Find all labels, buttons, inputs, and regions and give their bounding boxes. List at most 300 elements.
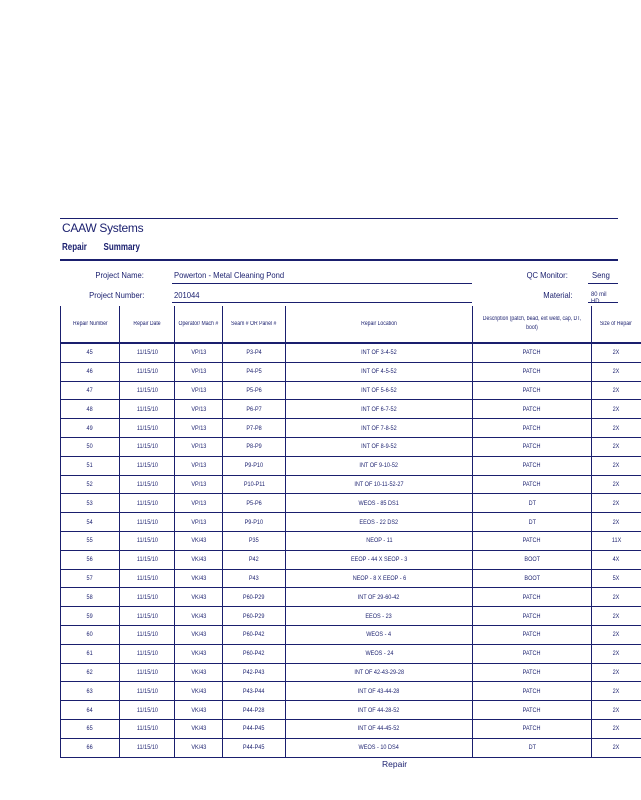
cell-value: 11/15/10: [136, 405, 158, 413]
table-cell: [175, 419, 223, 438]
table-cell: [175, 625, 223, 644]
table-cell: [61, 456, 120, 475]
table-cell: [223, 682, 286, 701]
cell-value: WEOS - 10 DS4: [358, 744, 400, 752]
cell-value: P5-P6: [246, 386, 262, 394]
cell-value: 66: [86, 744, 94, 752]
cell-value: WEOS - 4: [366, 631, 392, 639]
column-header-label: Repair Date: [133, 320, 161, 327]
table-row: [61, 588, 641, 607]
cell-value: INT OF 9-10-52: [359, 462, 399, 470]
cell-value: 2X: [612, 612, 620, 620]
cell-value: 2X: [612, 631, 620, 639]
table-cell: [592, 400, 641, 419]
cell-value: PATCH: [523, 424, 541, 432]
cell-value: INT OF 43-44-28: [358, 687, 400, 695]
cell-value: VK/43: [190, 631, 207, 639]
table-cell: [120, 381, 175, 400]
cell-value: 56: [86, 556, 94, 564]
cell-value: PATCH: [523, 368, 541, 376]
table-cell: [286, 625, 473, 644]
table-cell: [286, 437, 473, 456]
column-header-label: Description (patch, bead, ext weld, cap, DT, boot): [482, 316, 582, 331]
table-row: [61, 550, 641, 569]
cell-value: 49: [86, 424, 94, 432]
table-cell: [473, 437, 592, 456]
cell-value: 2X: [612, 462, 620, 470]
table-row: [61, 381, 641, 400]
table-cell: [473, 475, 592, 494]
cell-value: 50: [86, 443, 94, 451]
table-cell: [223, 456, 286, 475]
table-cell: [286, 738, 473, 757]
table-cell: [120, 625, 175, 644]
table-cell: [286, 719, 473, 738]
cell-value: INT OF 42-43-29-28: [354, 668, 404, 676]
column-header: [592, 306, 641, 343]
cell-value: P42-P43: [243, 668, 265, 676]
table-cell: [286, 682, 473, 701]
cell-value: 46: [86, 368, 94, 376]
cell-value: VK/43: [190, 668, 207, 676]
table-cell: [120, 663, 175, 682]
cell-value: P60-P42: [243, 631, 265, 639]
table-cell: [175, 437, 223, 456]
cell-value: P9-P10: [244, 462, 264, 470]
cell-value: 48: [86, 405, 94, 413]
table-cell: [120, 531, 175, 550]
table-cell: [223, 419, 286, 438]
table-cell: [223, 381, 286, 400]
cell-value: VK/43: [190, 725, 207, 733]
project-name-underline: [172, 283, 472, 284]
qc-monitor-value: Seng: [592, 270, 610, 280]
table-cell: [286, 381, 473, 400]
cell-value: 2X: [612, 349, 620, 357]
table-row: [61, 682, 641, 701]
cell-value: BOOT: [524, 556, 540, 564]
cell-value: INT OF 29-60-42: [358, 593, 400, 601]
table-row: [61, 494, 641, 513]
table-cell: [286, 494, 473, 513]
cell-value: PATCH: [523, 405, 541, 413]
table-cell: [473, 701, 592, 720]
table-cell: [592, 625, 641, 644]
material-underline: [588, 302, 618, 303]
table-cell: [473, 550, 592, 569]
table-cell: [175, 531, 223, 550]
cell-value: DT: [528, 518, 536, 526]
cell-value: P5-P6: [246, 499, 262, 507]
project-number-label: Project Number:: [88, 290, 144, 300]
cell-value: 11/15/10: [136, 650, 158, 658]
page-title: Repair Summary: [62, 242, 140, 253]
table-cell: [223, 738, 286, 757]
cell-value: P44-P28: [243, 706, 265, 714]
table-cell: [286, 531, 473, 550]
table-cell: [61, 343, 120, 362]
table-cell: [473, 607, 592, 626]
column-header: [120, 306, 175, 343]
cell-value: 11/15/10: [136, 424, 158, 432]
table-cell: [286, 663, 473, 682]
table-cell: [61, 494, 120, 513]
cell-value: INT OF 10-11-52-27: [354, 480, 404, 488]
table-row: [61, 531, 641, 550]
cell-value: INT OF 44-28-52: [358, 706, 400, 714]
table-cell: [286, 701, 473, 720]
project-number-underline: [172, 302, 472, 303]
table-cell: [61, 437, 120, 456]
cell-value: 55: [86, 537, 94, 545]
table-cell: [120, 475, 175, 494]
header-top-rule: [60, 218, 618, 219]
column-header-label: Operator/ Mach #: [178, 320, 219, 327]
table-cell: [223, 362, 286, 381]
table-cell: [473, 719, 592, 738]
cell-value: VK/43: [190, 744, 207, 752]
cell-value: VP/13: [190, 480, 207, 488]
table-cell: [223, 719, 286, 738]
table-cell: [223, 343, 286, 362]
table-cell: [223, 437, 286, 456]
table-cell: [61, 719, 120, 738]
cell-value: INT OF 44-45-52: [358, 725, 400, 733]
cell-value: DT: [528, 744, 536, 752]
table-cell: [286, 644, 473, 663]
table-cell: [223, 513, 286, 532]
table-cell: [175, 494, 223, 513]
table-cell: [592, 682, 641, 701]
table-cell: [592, 644, 641, 663]
table-row: [61, 663, 641, 682]
cell-value: P60-P29: [243, 593, 265, 601]
table-cell: [120, 682, 175, 701]
cell-value: VK/43: [190, 687, 207, 695]
table-row: [61, 719, 641, 738]
table-row: [61, 513, 641, 532]
cell-value: 11/15/10: [136, 368, 158, 376]
table-row: [61, 400, 641, 419]
table-cell: [223, 588, 286, 607]
column-header-label: Size of Repair: [600, 320, 633, 327]
table-cell: [473, 381, 592, 400]
table-cell: [473, 738, 592, 757]
cell-value: 11/15/10: [136, 556, 158, 564]
cell-value: PATCH: [523, 706, 541, 714]
cell-value: 47: [86, 386, 94, 394]
cell-value: BOOT: [524, 574, 540, 582]
cell-value: P10-P11: [243, 480, 265, 488]
table-cell: [473, 343, 592, 362]
table-cell: [175, 663, 223, 682]
table-cell: [175, 644, 223, 663]
table-cell: [175, 513, 223, 532]
table-cell: [223, 531, 286, 550]
qc-monitor-underline: [588, 283, 618, 284]
cell-value: PATCH: [523, 462, 541, 470]
cell-value: 2X: [612, 706, 620, 714]
table-cell: [286, 569, 473, 588]
table-row: [61, 625, 641, 644]
cell-value: 11/15/10: [136, 574, 158, 582]
column-header: [286, 306, 473, 343]
table-cell: [223, 625, 286, 644]
table-cell: [120, 362, 175, 381]
cell-value: 2X: [612, 405, 620, 413]
table-row: [61, 607, 641, 626]
table-row: [61, 569, 641, 588]
table-row: [61, 738, 641, 757]
table-cell: [120, 588, 175, 607]
table-cell: [286, 607, 473, 626]
table-cell: [61, 607, 120, 626]
cell-value: 2X: [612, 443, 620, 451]
cell-value: 62: [86, 668, 94, 676]
cell-value: INT OF 5-6-52: [361, 386, 397, 394]
cell-value: INT OF 8-9-52: [361, 443, 397, 451]
column-header-label: Repair Location: [361, 320, 397, 327]
cell-value: EEOS - 23: [365, 612, 393, 620]
cell-value: VP/13: [190, 349, 207, 357]
cell-value: PATCH: [523, 725, 541, 733]
table-cell: [223, 400, 286, 419]
table-row: [61, 419, 641, 438]
cell-value: INT OF 6-7-52: [361, 405, 397, 413]
table-cell: [592, 701, 641, 720]
cell-value: PATCH: [523, 537, 541, 545]
table-cell: [61, 644, 120, 663]
material-label: Material:: [543, 290, 573, 300]
table-cell: [175, 550, 223, 569]
table-cell: [473, 644, 592, 663]
table-cell: [592, 475, 641, 494]
table-cell: [286, 588, 473, 607]
table-cell: [120, 738, 175, 757]
table-cell: [175, 701, 223, 720]
cell-value: VK/43: [190, 574, 207, 582]
cell-value: VK/43: [190, 706, 207, 714]
cell-value: 11/15/10: [136, 443, 158, 451]
cell-value: 2X: [612, 593, 620, 601]
table-cell: [175, 569, 223, 588]
cell-value: 58: [86, 593, 94, 601]
table-cell: [223, 701, 286, 720]
cell-value: 61: [86, 650, 94, 658]
cell-value: VK/43: [190, 593, 207, 601]
table-cell: [592, 588, 641, 607]
column-header: [473, 306, 592, 343]
table-cell: [61, 701, 120, 720]
cell-value: 11/15/10: [136, 612, 158, 620]
cell-value: P7-P8: [246, 424, 262, 432]
table-cell: [286, 419, 473, 438]
table-cell: [473, 663, 592, 682]
table-cell: [592, 550, 641, 569]
cell-value: VK/43: [190, 650, 207, 658]
cell-value: VP/13: [190, 462, 207, 470]
table-cell: [61, 475, 120, 494]
table-cell: [592, 343, 641, 362]
table-row: [61, 701, 641, 720]
table-row: [61, 362, 641, 381]
cell-value: 11/15/10: [136, 462, 158, 470]
cell-value: INT OF 4-5-52: [361, 368, 397, 376]
material-value: 80 mil HD: [591, 291, 607, 305]
table-cell: [175, 607, 223, 626]
cell-value: 65: [86, 725, 94, 733]
project-number-value: 201044: [174, 290, 200, 300]
table-cell: [592, 663, 641, 682]
table-cell: [592, 362, 641, 381]
cell-value: EEOS - 22 DS2: [359, 518, 399, 526]
cell-value: 2X: [612, 687, 620, 695]
table-cell: [61, 419, 120, 438]
cell-value: PATCH: [523, 612, 541, 620]
cell-value: PATCH: [523, 668, 541, 676]
table-cell: [120, 550, 175, 569]
table-cell: [120, 644, 175, 663]
table-cell: [473, 494, 592, 513]
cell-value: P60-P42: [243, 650, 265, 658]
table-cell: [120, 701, 175, 720]
cell-value: P9-P10: [244, 518, 264, 526]
cell-value: 59: [86, 612, 94, 620]
table-cell: [61, 625, 120, 644]
table-cell: [61, 400, 120, 419]
table-cell: [120, 456, 175, 475]
cell-value: P42: [249, 556, 259, 564]
cell-value: VK/43: [190, 556, 207, 564]
cell-value: VP/13: [190, 405, 207, 413]
cell-value: NEOP - 8 X EEOP - 6: [352, 574, 406, 582]
cell-value: DT: [528, 499, 536, 507]
table-cell: [286, 475, 473, 494]
table-cell: [592, 569, 641, 588]
table-cell: [61, 738, 120, 757]
table-header-row: [61, 306, 641, 343]
table-cell: [61, 550, 120, 569]
table-cell: [175, 343, 223, 362]
cell-value: PATCH: [523, 349, 541, 357]
cell-value: 11/15/10: [136, 725, 158, 733]
company-name: CAAW Systems: [62, 221, 144, 235]
cell-value: 2X: [612, 650, 620, 658]
table-cell: [473, 400, 592, 419]
table-cell: [223, 494, 286, 513]
table-cell: [61, 682, 120, 701]
table-cell: [120, 494, 175, 513]
table-cell: [61, 513, 120, 532]
cell-value: WEOS - 85 DS1: [358, 499, 400, 507]
column-header: [175, 306, 223, 343]
table-cell: [175, 362, 223, 381]
cell-value: 2X: [612, 744, 620, 752]
cell-value: 11/15/10: [136, 593, 158, 601]
table-cell: [223, 607, 286, 626]
cell-value: 11/15/10: [136, 480, 158, 488]
table-row: [61, 475, 641, 494]
cell-value: 11/15/10: [136, 687, 158, 695]
table-cell: [61, 569, 120, 588]
column-header-label: Repair Number: [72, 320, 108, 327]
cell-value: 2X: [612, 368, 620, 376]
cell-value: INT OF 7-8-52: [361, 424, 397, 432]
cell-value: EEOP - 44 X SEOP - 3: [350, 556, 408, 564]
table-cell: [286, 550, 473, 569]
cell-value: WEOS - 24: [365, 650, 393, 658]
column-header: [61, 306, 120, 343]
table-cell: [592, 531, 641, 550]
table-cell: [175, 400, 223, 419]
cell-value: INT OF 3-4-52: [361, 349, 397, 357]
table-cell: [473, 625, 592, 644]
cell-value: PATCH: [523, 631, 541, 639]
cell-value: VK/43: [190, 537, 207, 545]
table-cell: [175, 682, 223, 701]
table-cell: [592, 381, 641, 400]
cell-value: P44-P45: [243, 725, 265, 733]
table-cell: [286, 456, 473, 475]
table-cell: [175, 456, 223, 475]
table-cell: [61, 381, 120, 400]
table-cell: [223, 663, 286, 682]
table-cell: [175, 588, 223, 607]
table-cell: [473, 513, 592, 532]
table-row: [61, 644, 641, 663]
cell-value: 11X: [611, 537, 621, 545]
table-cell: [223, 569, 286, 588]
cell-value: 2X: [612, 499, 620, 507]
table-row: [61, 456, 641, 475]
cell-value: 11/15/10: [136, 631, 158, 639]
table-cell: [592, 456, 641, 475]
cell-value: P43: [249, 574, 259, 582]
table-cell: [592, 437, 641, 456]
cell-value: 2X: [612, 518, 620, 526]
table-cell: [473, 531, 592, 550]
qc-monitor-label: QC Monitor:: [526, 270, 568, 280]
cell-value: P35: [249, 537, 259, 545]
cell-value: P6-P7: [246, 405, 262, 413]
cell-value: 57: [86, 574, 94, 582]
repair-table: [60, 306, 641, 758]
table-cell: [175, 719, 223, 738]
table-cell: [61, 531, 120, 550]
cell-value: 63: [86, 687, 94, 695]
cell-value: 53: [86, 499, 94, 507]
cell-value: PATCH: [523, 687, 541, 695]
cell-value: 51: [86, 462, 94, 470]
table-cell: [473, 362, 592, 381]
table-row: [61, 437, 641, 456]
table-cell: [473, 456, 592, 475]
table-cell: [223, 475, 286, 494]
cell-value: 4X: [612, 556, 620, 564]
table-cell: [120, 607, 175, 626]
table-cell: [175, 738, 223, 757]
cell-value: P60-P29: [243, 612, 265, 620]
cell-value: 2X: [612, 424, 620, 432]
table-cell: [286, 343, 473, 362]
cell-value: VP/13: [190, 499, 207, 507]
cell-value: PATCH: [523, 480, 541, 488]
cell-value: PATCH: [523, 443, 541, 451]
cell-value: 11/15/10: [136, 386, 158, 394]
cell-value: P4-P5: [246, 368, 262, 376]
cell-value: 11/15/10: [136, 706, 158, 714]
table-cell: [120, 513, 175, 532]
